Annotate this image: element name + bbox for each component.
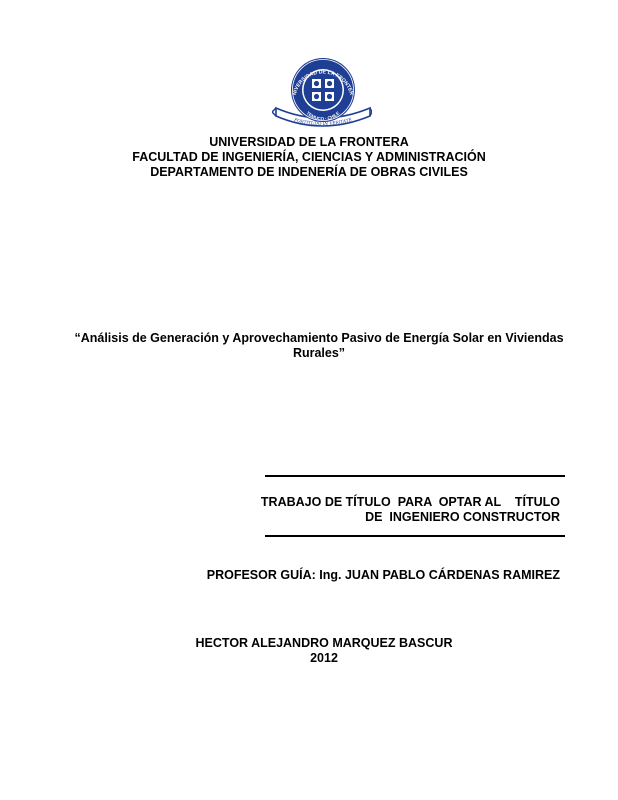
degree-line2: DE INGENIERO CONSTRUCTOR bbox=[365, 510, 560, 524]
thesis-title bbox=[70, 331, 568, 361]
department-name: DEPARTAMENTO DE INDENERÍA DE OBRAS CIVILES bbox=[150, 165, 468, 179]
thesis-title-line2: Rurales” bbox=[292, 346, 346, 360]
advisor-line: PROFESOR GUÍA: Ing. JUAN PABLO CÁRDENAS RAMIREZ bbox=[206, 568, 560, 582]
degree-line1: TRABAJO DE TÍTULO PARA OPTAR AL TÍTULO bbox=[260, 495, 560, 509]
institution-header bbox=[0, 135, 618, 180]
author-block bbox=[0, 636, 618, 666]
svg-text:UNIVERSIDAD DE LA FRONTERA: NIVERSIDAD DE LA FRONTER bbox=[291, 69, 355, 96]
svg-text:FORTITUDO IN VERITATE: FORTITUDO IN VERITATE bbox=[293, 117, 353, 128]
author-name: HECTOR ALEJANDRO MARQUEZ BASCUR bbox=[195, 636, 453, 650]
university-seal-logo bbox=[272, 50, 372, 135]
faculty-name: FACULTAD DE INGENIERÍA, CIENCIAS Y ADMINISTRACIÓN bbox=[132, 150, 486, 164]
degree-bottom-rule bbox=[265, 535, 565, 537]
thesis-title-line1: “Análisis de Generación y Aprovechamiento Pasivo de Energía Solar en Viviendas bbox=[74, 331, 564, 345]
svg-text:TEMUCO · CHILE: TEMUCO · CHILE bbox=[305, 110, 341, 122]
degree-statement bbox=[261, 495, 560, 525]
publication-year: 2012 bbox=[310, 651, 338, 665]
university-name: UNIVERSIDAD DE LA FRONTERA bbox=[209, 135, 409, 149]
seal-graphic bbox=[272, 50, 372, 135]
degree-top-rule bbox=[265, 475, 565, 477]
